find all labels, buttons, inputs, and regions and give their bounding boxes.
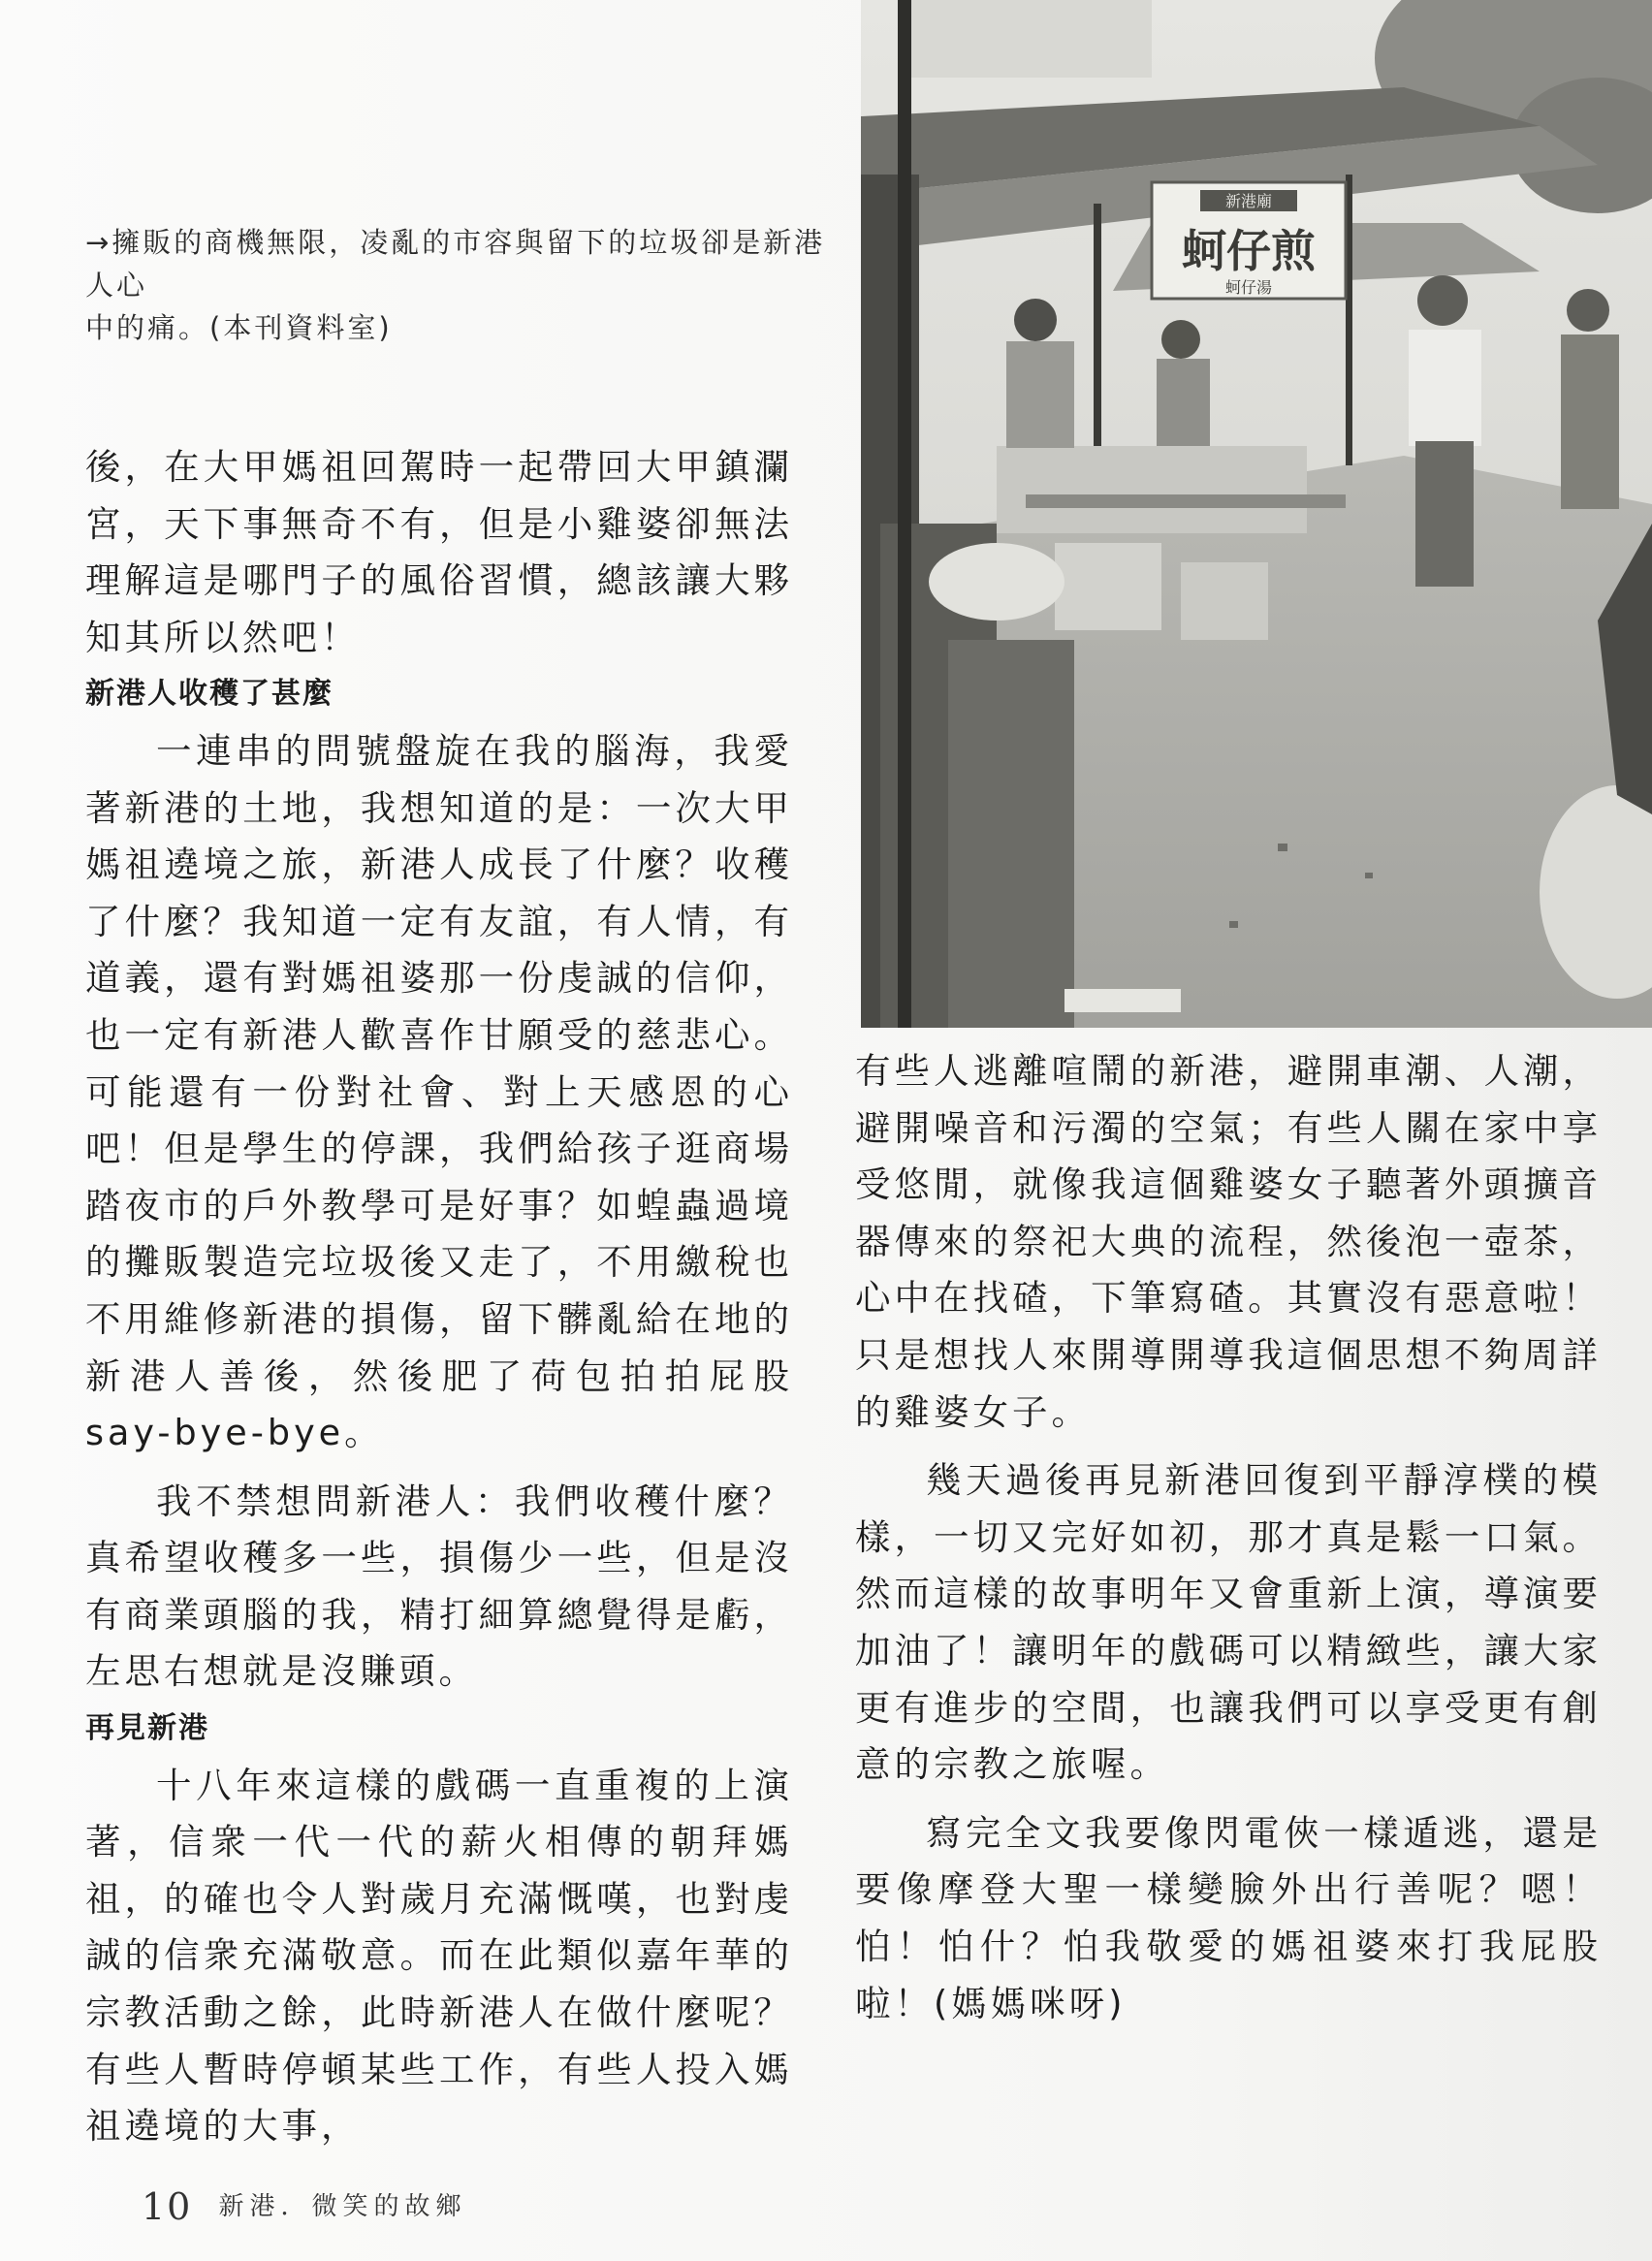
page-footer bbox=[142, 2185, 466, 2228]
right-column bbox=[855, 1043, 1602, 2032]
left-column bbox=[85, 439, 793, 2155]
left-paragraph-3: 我不禁想問新港人：我們收穫什麼？真希望收穫多一些，損傷少一些，但是沒有商業頭腦的我，精打細算總覺得是虧，左思右想就是沒賺頭。 bbox=[85, 1480, 793, 1693]
left-paragraph-1: 後，在大甲媽祖回駕時一起帶回大甲鎮瀾宮，天下事無奇不有，但是小雞婆卻無法理解這是哪門子的風俗習慣，總該讓大夥知其所以然吧！ bbox=[85, 446, 793, 658]
caption-line-1: →擁販的商機無限，凌亂的市容與留下的垃圾卻是新港人心 bbox=[85, 226, 826, 302]
right-paragraph-3: 寫完全文我要像閃電俠一樣遁逃，還是要像摩登大聖一樣變臉外出行善呢？嗯！怕！怕什？怕我敬愛的媽祖婆來打我屁股啦！(媽媽咪呀) bbox=[855, 1811, 1602, 2024]
stall-sign bbox=[1152, 182, 1346, 299]
caption-line-2: 中的痛。(本刊資料室) bbox=[85, 311, 393, 344]
section-heading-farewell: 再見新港 bbox=[85, 1711, 209, 1746]
stall-sign-top: 新港廟 bbox=[1224, 192, 1273, 210]
market-photo bbox=[861, 0, 1652, 1028]
right-paragraph-2: 幾天過後再見新港回復到平靜淳樸的模樣，一切又完好如初，那才真是鬆一口氣。然而這樣的故事明年又會重新上演，導演要加油了！讓明年的戲碼可以精緻些，讓大家更有進步的空間，也讓我們可以享受更有創意的宗教之旅喔。 bbox=[855, 1459, 1602, 1786]
stall-sign-sub: 蚵仔湯 bbox=[1224, 278, 1273, 297]
left-paragraph-4: 十八年來這樣的戲碼一直重複的上演著，信衆一代一代的薪火相傳的朝拜媽祖，的確也令人對歲月充滿慨嘆，也對虔誠的信衆充滿敬意。而在此類似嘉年華的宗教活動之餘，此時新港人在做什麼呢？有些人暫時停頓某些工作，有些人投入媽祖遶境的大事， bbox=[85, 1764, 793, 2148]
publication-name: 新港．微笑的故鄉 bbox=[218, 2192, 467, 2221]
page-number: 10 bbox=[142, 2185, 193, 2228]
left-paragraph-2: 一連串的問號盤旋在我的腦海，我愛著新港的土地，我想知道的是：一次大甲媽祖遶境之旅，新港人成長了什麼？收穫了什麼？我知道一定有友誼，有人情，有道義，還有對媽祖婆那一份虔誠的信仰，也一定有新港人歡喜作甘願受的慈悲心。可能還有一份對社會、對上天感恩的心吧！但是學生的停課，我們給孩子逛商場踏夜市的戶外教學可是好事？如蝗蟲過境的攤販製造完垃圾後又走了，不用繳稅也不用維修新港的損傷，留下髒亂給在地的新港人善後，然後肥了荷包拍拍屁股say-bye-bye。 bbox=[85, 729, 793, 1454]
photo-caption bbox=[85, 221, 851, 349]
right-paragraph-1: 有些人逃離喧鬧的新港，避開車潮、人潮，避開噪音和污濁的空氣；有些人關在家中享受悠閒，就像我這個雞婆女子聽著外頭擴音器傳來的祭祀大典的流程，然後泡一壺茶，心中在找碴，下筆寫碴。其實沒有惡意啦！只是想找人來開導開導我這個思想不夠周詳的雞婆女子。 bbox=[855, 1050, 1602, 1433]
stall-sign-title: 蚵仔煎 bbox=[1182, 225, 1316, 277]
section-heading-harvest: 新港人收穫了甚麼 bbox=[85, 677, 334, 712]
